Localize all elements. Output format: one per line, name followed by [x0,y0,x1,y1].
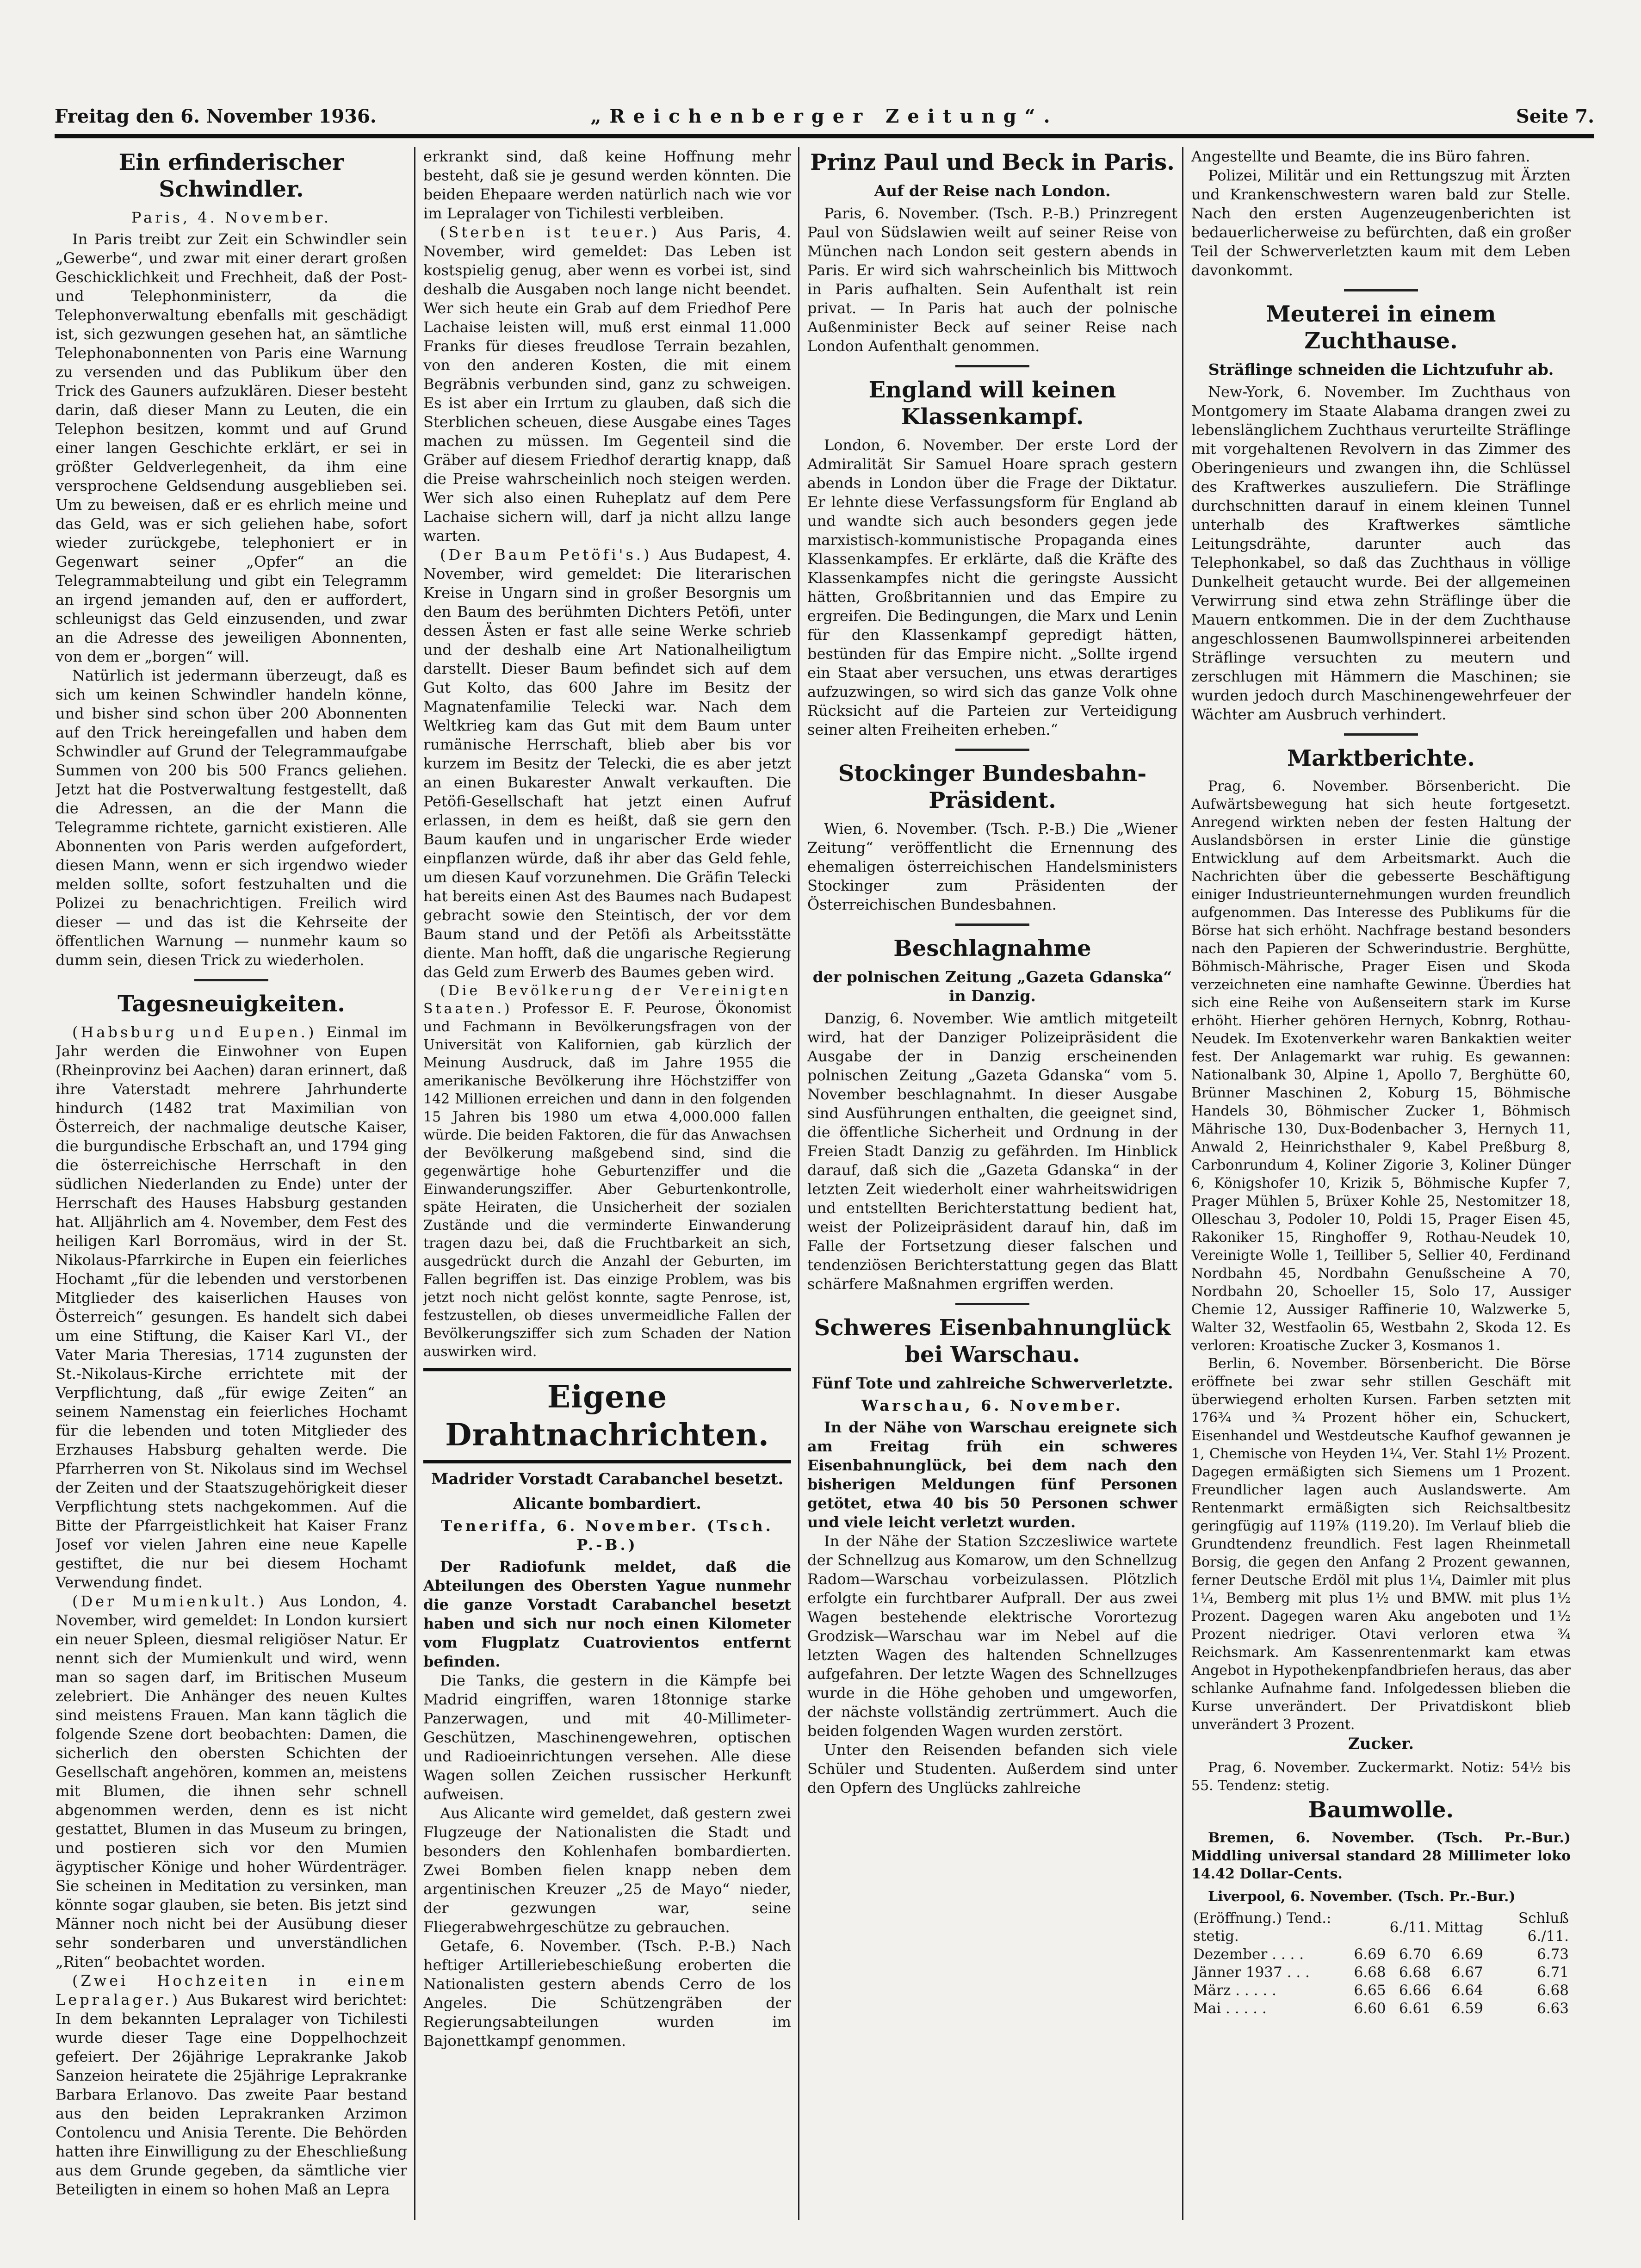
table-cell: 6.71 [1536,1964,1569,1981]
headline-zucker: Zucker. [1348,1735,1414,1753]
item-text: Aus Budapest, 4. November, wird gemeldet: Die literarischen Kreise in Ungarn sind in großer Besorgnis um den Baum des berühmten Dichters Petöfi, unter dessen Ästen er fast alle seine Werke schrieb und der deshalb eine Art Nationalheiligtum darstellt. Dieser Baum befindet sich auf dem Gut Kolto, das 600 Jahre im Besitz der Magnatenfamilie Telecki war. Nach dem Weltkrieg kam das Gut mit dem Baum unter rumänische Herrschaft, blieb aber bis vor kurzem im Besitz der Telecki, die es aber jetzt an einen Bukarester Anwalt verkauften. Die Petöfi-Gesellschaft hat jetzt einen Aufruf erlassen, in dem es heißt, daß sie gern den Baum kaufen und in ungarischer Erde wieder einpflanzen würde, daß ihr aber das Geld fehle, um diesen Kauf vorzunehmen. Die Gräfin Telecki hat bereits einen Ast des Baumes nach Budapest gebracht sowie den Steintisch, der vor dem Baum stand und der Petöfi als Arbeitsstätte diente. Man hofft, daß die ungarische Regierung das Geld zum Erwerb des Baumes geben wird. [423,546,791,981]
separator [955,365,1029,367]
table-cell: 6.69 [1354,1946,1386,1963]
table-cell: Mai . . . . . [1193,2000,1267,2017]
item-text: Aus Bukarest wird berichtet: In dem bekannten Lepralager von Tichilesti wurde dieser Tage eine Doppelhochzeit gefeiert. Der 26jährige Leprakranke Jakob Sanzeion heiratete die 25jährige Leprakranke Barbara Erlanovo. Das zweite Paar bestand aus den beiden Leprakranken Arzimon Contolencu und Anisia Terente. Die Behörden hatten ihre Einwilligung zu der Eheschließung aus dem Grunde gegeben, da sämtliche vier Beteiligten in einem so hohen Maß an Lepra [56,1991,407,2198]
article-paragraph [56,1592,407,1971]
table-cell: 6.63 [1536,2000,1569,2017]
subheadline: Fünf Tote und zahlreiche Schwerverletzte. [811,1374,1173,1392]
item-heading: (Der Baum Petöfi's.) [440,546,652,564]
headline-meuterei: Meuterei in einem Zuchthause. [1266,301,1496,354]
table-row [1191,1964,1571,1982]
table-header-cell: Mittag [1434,1919,1483,1936]
table-cell: 6.73 [1536,1946,1569,1963]
article-paragraph: New-York, 6. November. Im Zuchthaus von Montgomery im Staate Alabama drangen zwei zu lebenslänglichem Zuchthaus verurteilte Sträflinge mit vorgehaltenen Revolvern in das Zimmer des Oberingenieurs und zwangen ihn, die Schlüssel des Kraftwerkes auszuliefern. Die Sträflinge durchschnitten darauf in einem kleinen Tunnel unterhalb des Kraftwerkes sämtliche Leitungsdrähte, darunter auch das Telephonkabel, so daß das Zuchthaus in völlige Dunkelheit getaucht wurde. Bei der allgemeinen Verwirrung sind etwa zehn Sträflinge über die Mauern entkommen. Die in der dem Zuchthause angeschlossenen Baumwollspinnerei arbeitenden Sträflinge versuchten zu meutern und zerschlugen mit Hämmern die Maschinen; sie wurden jedoch durch Maschinengewehrfeuer der Wächter am Ausbruch verhindert. [1191,383,1571,723]
headline-schwindler: Ein erfinderischer Schwindler. [118,149,344,202]
cotton-price-table [1191,1909,1571,2018]
item-heading: (Sterben ist teuer.) [440,223,660,241]
table-cell: Dezember . . . . [1193,1946,1304,1963]
table-row [1191,2000,1571,2018]
dateline: Warschau, 6. November. [861,1397,1123,1414]
dateline: Paris, 4. November. [131,209,332,226]
table-row [1191,1946,1571,1964]
dateline: Teneriffa, 6. November. (Tsch. P.-B.) [441,1517,774,1554]
table-cell: 6.68 [1354,1964,1386,1981]
market-report: Berlin, 6. November. Börsenbericht. Die Börse eröffnete bei zwar sehr stillen Geschäft mit überwiegend erholten Kursen. Farben setzten mit 176¾ und ¾ Prozent höher ein, Schuckert, Eisenhandel und Westdeutsche Kaufhof gewannen je 1, Chemische von Heyden 1¼, Ver. Stahl 1½ Prozent. Dagegen ermäßigten sich Siemens um 1 Prozent. Freundlicher lagen auch Auslandswerte. Am Rentenmarkt ermäßigten sich Reichsaltbesitz geringfügig auf 119⅞ (119.20). Im Verlauf blieb die Grundtendenz freundlich. Fest lagen Rheinmetall Borsig, die gegen den Anfang 2 Prozent gewannen, ferner Deutsche Erdöl mit plus 1¼, Daimler mit plus 1¼, Bemberg mit plus 1½ und BMW. mit plus 1½ Prozent. Dagegen waren Aku angeboten und 1½ Prozent niedriger. Otavi verloren etwa ¾ Reichsmark. Am Kassenrentenmarkt kam etwas Angebot in Hypothekenpfandbriefen heraus, das aber schlanke Aufnahme fand. Infolgedessen blieben die Kurse unverändert. Der Privatdiskont blieb unverändert 3 Prozent. [1191,1356,1571,1733]
issue-date: Freitag den 6. November 1936. [55,105,377,127]
item-text: Aus Paris, 4. November, wird gemeldet: Das Leben ist kostspielig genug, aber wenn es vorbei ist, sind deshalb die Ausgaben noch lange nicht beendet. Wer sich heute ein Grab auf dem Friedhof Pere Lachaise leisten will, muß erst einmal 11.000 Franks für dieses freudlose Terrain bezahlen, von den anderen Kosten, die mit einem Begräbnis verbunden sind, ganz zu schweigen. Es ist aber ein Irrtum zu glauben, daß sich die Sterblichen scheuen, diese Ausgabe eines Tages machen zu müssen. Im Gegenteil sind die Gräber auf diesem Friedhof derartig knapp, daß die Preise wahrscheinlich noch steigen werden. Wer sich also einen Ruheplatz auf dem Pere Lachaise sichern will, darf ja nicht allzu lange warten. [423,223,791,545]
table-header-row [1191,1909,1571,1946]
subheadline: Alicante bombardiert. [513,1494,701,1512]
article-paragraph: In Paris treibt zur Zeit ein Schwindler sein „Gewerbe“, und zwar mit einer derart großen Geschicklichkeit und Frechheit, daß der Post- und Telephonministerr, da die Telephonverwaltung ebenfalls mit geschädigt ist, sich gezwungen gesehen hat, an sämtliche Telephonabonnenten von Paris eine Warnung zu versenden und das Publikum über den Trick des Gauners aufzuklären. Dieser besteht darin, daß dieser Mann zu Leuten, die ein Telephon besitzen, kommt und auf Grund einer langen Geschichte erklärt, er sei in größter Geldverlegenheit, da ihm eine versprochene Geldsendung ausgeblieben sei. Um zu beweisen, daß er es ehrlich meine und das Geld, was er sich geliehen habe, sofort wieder zurückgebe, telephoniert er in Gegenwart seiner „Opfer“ an die Telegrammabteilung und gibt ein Telegramm an irgend jemanden auf, den er auffordert, schleunigst das Geld einzusenden, und zwar an die Adresse des jeweiligen Abonnenten, von dem er „borgen“ will. [56,230,407,665]
column-4 [1191,147,1571,2220]
headline-prinz-paul: Prinz Paul und Beck in Paris. [810,149,1175,175]
market-report: Liverpool, 6. November. (Tsch. Pr.-Bur.) [1208,1889,1516,1905]
table-cell: 6.67 [1451,1964,1483,1981]
article-paragraph [56,1023,407,1592]
headline-madrid: Madrider Vorstadt Carabanchel besetzt. [431,1470,784,1488]
item-heading: (Habsburg und Eupen.) [72,1023,317,1041]
headline-warschau: Schweres Eisenbahnunglück bei Warschau. [814,1315,1171,1368]
article-paragraph: Natürlich ist jedermann überzeugt, daß es sich um keinen Schwindler handeln könne, und bisher sind schon über 200 Abonnenten auf den Trick hereingefallen und haben dem Schwindler auf Grund der Telegrammaufgabe Summen von 200 bis 500 Francs geliehen. Jetzt hat die Postverwaltung festgestellt, daß die Adressen, an die der Mann die Telegramme richtete, garnicht existieren. Alle Abonnenten von Paris werden aufgefordert, diesen Mann, wenn er sich irgendwo wieder melden sollte, sofort festzuhalten und die Polizei zu benachrichtigen. Freilich wird dieser — und das ist die Kehrseite der öffentlichen Warnung — nunmehr kaum so dumm sein, diesen Trick zu wiederholen. [56,667,407,969]
article-paragraph: Danzig, 6. November. Wie amtlich mitgeteilt wird, hat der Danziger Polizeipräsident die Ausgabe der in Danzig erscheinenden polnischen Zeitung „Gazeta Gdanska“ vom 5. November beschlagnahmt. In dieser Ausgabe sind Ausführungen enthalten, die geeignet sind, die öffentliche Sicherheit und Ordnung in der Freien Stadt Danzig zu gefährden. Im Hinblick darauf, daß sich die „Gazeta Gdanska“ in der letzten Zeit wiederholt einer wahrheitswidrigen und entstellten Berichterstattung bedient hat, weist der Polizeipräsident darauf hin, daß im Falle der Fortsetzung dieser falschen und tendenziösen Berichterstattung gegen das Blatt schärfere Maßnahmen ergriffen werden. [807,1010,1177,1293]
article-paragraph: Der Radiofunk meldet, daß die Abteilungen des Obersten Yague nunmehr die ganze Vorstadt Carabanchel besetzt haben und sich nur noch einen Kilometer vom Flugplatz Cuatrovientos entfernt befinden. [423,1558,791,1670]
table-cell: 6.65 [1354,1982,1386,1999]
masthead [55,105,1594,133]
table-cell: 6.59 [1451,2000,1483,2017]
item-heading: (Der Mumienkult.) [72,1593,267,1610]
market-report: Prag, 6. November. Zuckermarkt. Notiz: 54½ bis 55. Tendenz: stetig. [1191,1760,1571,1794]
table-cell: März . . . . . [1193,1982,1276,1999]
table-header-cell: (Eröffnung.) Tend.: stetig. [1193,1910,1331,1945]
column-1 [56,147,407,2220]
table-cell: 6.68 [1536,1982,1569,1999]
article-paragraph [423,545,791,982]
item-text: Einmal im Jahr werden die Einwohner von Eupen (Rheinprovinz bei Aachen) daran erinnert, daß ihre Vaterstadt mehrere Jahrhunderte hindurch (1482 trat Maximilian von Österreich, der nachmalige deutsche Kaiser, die burgundische Erbschaft an, und 1794 ging die österreichische Herrschaft in den südlichen Niederlanden zu Ende) unter der Herrschaft des Hauses Habsburg gestanden hat. Alljährlich am 4. November, dem Fest des heiligen Karl Borromäus, wird in der St. Nikolaus-Pfarrkirche in Eupen ein feierliches Hochamt „für die lebenden und verstorbenen Mitglieder des kaiserlichen Hauses von Österreich“ gesungen. Es handelt sich dabei um eine Stiftung, die Kaiser Karl VI., der Vater Maria Theresias, 1714 zugunsten der St.-Nikolaus-Kirche errichtete mit der Verpflichtung, daß „für ewige Zeiten“ an seinem Namenstag ein feierliches Hochamt für die lebenden und toten Mitglieder des Erzhauses Habsburg gehalten werde. Die Pfarrherren von St. Nikolaus sind im Wechsel der Zeiten und der Staatszugehörigkeit dieser Verpflichtung stets nachgekommen. Auf die Bitte der Pfarrgeistlichkeit hat Kaiser Franz Josef vor vielen Jahren eine neue Kapelle gestiftet, die nur bei diesem Hochamt Verwendung findet. [56,1023,407,1591]
subheadline: Sträflinge schneiden die Lichtzufuhr ab. [1208,360,1554,378]
column-rule [414,147,415,2220]
subheadline: Auf der Reise nach London. [874,182,1111,200]
headline-stockinger: Stockinger Bundesbahn-Präsident. [838,761,1147,813]
article-paragraph: Die Tanks, die gestern in die Kämpfe bei Madrid eingriffen, waren 18tonnige starke Panzerwagen, und mit 40-Millimeter-Geschützen, Maschinengewehren, optischen und Radioeinrichtungen versehen. Alle diese Wagen sollen Zeichen russischer Herkunft aufweisen. [423,1672,791,1803]
headline-tagesneuigkeiten: Tagesneuigkeiten. [118,991,345,1017]
page-number: Seite 7. [1516,105,1594,127]
separator [194,979,268,981]
separator [955,749,1029,751]
headline-baumwolle: Baumwolle. [1308,1797,1454,1823]
table-cell: 6.69 [1451,1946,1483,1963]
article-paragraph [423,223,791,545]
newspaper-title: „Reichenberger Zeitung“. [590,105,1059,127]
article-paragraph: Paris, 6. November. (Tsch. P.-B.) Prinzregent Paul von Südslawien weilt auf seiner Reise von München nach London seit gestern abends in Paris. Er wird sich wahrscheinlich bis Mittwoch in Paris aufhalten. Sein Aufenthalt ist rein privat. — In Paris hat auch der polnische Außenminister Beck auf seiner Reise nach London Aufenthalt genommen. [807,204,1177,355]
article-paragraph: Unter den Reisenden befanden sich viele Schüler und Studenten. Außerdem sind unter den Opfern des Unglücks zahlreiche [807,1741,1177,1797]
item-text: Aus London, 4. November, wird gemeldet: In London kursiert ein neuer Spleen, diesmal religiöser Natur. Er nennt sich der Mumienkult und wird, wenn man so sagen darf, im Britischen Museum zelebriert. Die Anhänger des neuen Kultes sind meistens Frauen. Man kann täglich die folgende Szene dort beobachten: Damen, die sicherlich den obersten Schichten der Gesellschaft angehören, kommen an, meistens mit Blumen, die ihnen sehr schnell abgenommen werden, denn es ist nicht gestattet, Blumen in das Museum zu bringen, und postieren sich vor den Mumien ägyptischer Könige und hoher Würdenträger. Sie scheinen in Meditation zu versinken, man könnte sogar glauben, sie beten. Bis jetzt sind Männer noch nicht bei der Ausübung dieser sehr sonderbaren und unverständlichen „Riten“ beobachtet worden. [56,1593,407,1971]
table-header-cell: 6./11. [1389,1919,1431,1936]
headline-marktberichte: Marktberichte. [1287,745,1475,771]
article-paragraph: In der Nähe von Warschau ereignete sich am Freitag früh ein schweres Eisenbahnunglück, bei dem nach den bisherigen Meldungen fünf Personen getötet, etwa 40 bis 50 Personen schwer und viele leicht verletzt wurden. [807,1419,1177,1531]
market-report: Bremen, 6. November. (Tsch. Pr.-Bur.) Middling universal standard 28 Millimeter loko 14.42 Dollar-Cents. [1191,1830,1571,1882]
column-2 [423,147,791,2220]
article-paragraph: Wien, 6. November. (Tsch. P.-B.) Die „Wiener Zeitung“ veröffentlicht die Ernennung des ehemaligen österreichischen Handelsministers Stockinger zum Präsidenten der Österreichischen Bundesbahnen. [807,820,1177,913]
table-cell: Jänner 1937 . . . [1193,1964,1310,1981]
separator [1344,733,1418,736]
table-cell: 6.70 [1399,1946,1431,1963]
separator [955,1303,1029,1305]
masthead-rule [55,134,1594,138]
article-paragraph: erkrankt sind, daß keine Hoffnung mehr besteht, daß sie je gesund werden könnten. Die beiden Ehepaare werden natürlich nach wie vor im Lepralager von Tichilesti verbleiben. [423,148,791,222]
table-cell: 6.60 [1354,2000,1386,2017]
table-header-cell: Schluß 6./11. [1518,1910,1569,1945]
article-paragraph: Aus Alicante wird gemeldet, daß gestern zwei Flugzeuge der Nationalisten die Stadt und besonders den Kohlenhafen bombardierten. Zwei Bomben fielen knapp neben dem argentinischen Kreuzer „25 de Mayo“ nieder, der gezwungen war, seine Fliegerabwehrgeschütze zu gebrauchen. [423,1804,791,1936]
article-paragraph: Polizei, Militär und ein Rettungszug mit Ärzten und Krankenschwestern waren bald zur Stelle. Nach den ersten Augenzeugenberichten ist bedauerlicherweise zu befürchten, daß ein großer Teil der Schwerverletzten kaum mit dem Leben davonkommt. [1191,167,1571,279]
table-cell: 6.66 [1399,1982,1431,1999]
item-heading: (Die Bevölkerung der Vereinigten Staaten.) [423,983,791,1017]
subheadline: der polnischen Zeitung „Gazeta Gdanska“ in Danzig. [812,968,1172,1005]
column-3 [807,147,1177,2220]
table-cell: 6.68 [1399,1964,1431,1981]
table-cell: 6.61 [1399,2000,1431,2017]
table-cell: 6.64 [1451,1982,1483,1999]
separator [955,923,1029,926]
column-rule [1182,147,1183,2220]
article-paragraph: Angestellte und Beamte, die ins Büro fahren. [1191,148,1530,165]
column-rule [798,147,799,2220]
item-text: Professor E. F. Peurose, Ökonomist und Fachmann in Bevölkerungsfragen von der Universität von Kalifornien, gab kürzlich der Meinung Ausdruck, daß im Jahre 1955 die amerikanische Bevölkerung ihre Höchstziffer von 142 Millionen erreichen und dann in den folgenden 15 Jahren bis 1980 um etwa 4,000.000 fallen würde. Die beiden Faktoren, die für das Anwachsen der Bevölkerung maßgebend sind, sind die gegenwärtige hohe Geburtenziffer und die Einwanderungsziffer. Aber Geburtenkontrolle, späte Heiraten, die Unsicherheit der sozialen Zustände und die verminderte Einwanderung tragen dazu bei, daß die Fruchtbarkeit an sich, ausgedrückt durch die Anzahl der Geburten, im Fallen begriffen ist. Das einzige Problem, was bis jetzt noch nicht gelöst konnte, sagte Penrose, ist, festzustellen, ob dieses unvermeidliche Fallen der Bevölkerungsziffer sich zum Schaden der Nation auswirken wird. [423,1001,791,1360]
article-paragraph [423,982,791,1361]
article-paragraph: Getafe, 6. November. (Tsch. P.-B.) Nach heftiger Artilleriebeschießung eroberten die Nationalisten gestern abends Cerro de los Angeles. Die Schützengräben der Regierungsabteilungen wurden im Bajonettkampf genommen. [423,1937,791,2050]
market-report: Prag, 6. November. Börsenbericht. Die Aufwärtsbewegung hat sich heute fortgesetzt. Anregend wirkten neben der festen Haltung der Auslandsbörsen in erster Linie die günstige Entwicklung auf dem Arbeitsmarkt. Auch die Nachrichten über die gebesserte Beschäftigung einiger Industrieunternehmungen wurden freundlich aufgenommen. Das Interesse des Publikums für die Börse hat sich erhöht. Nachfrage bestand besonders nach den Papieren der Schwerindustrie. Berghütte, Böhmisch-Mährische, Prager Eisen und Skoda verzeichneten eine namhafte Gewinne. Überdies hat sich eine Reihe von Außenseitern stark im Kurse erhöht. Hierher gehören Hernych, Kobnrg, Rothau-Neudek. Im Exotenverkehr waren Bankaktien weiter fest. Der Anlagemarkt war ruhig. Es gewannen: Nationalbank 30, Alpine 1, Apollo 7, Berghütte 60, Brünner Maschinen 2, Koburg 15, Böhmische Handels 30, Böhmischer Zucker 1, Böhmisch Mährische 130, Dux-Bodenbacher 3, Hernych 11, Anwald 2, Heinrichsthaler 9, Kabel Preßburg 8, Carbonrundum 4, Koliner Zigorie 3, Koliner Dünger 6, Königshofer 10, Krizik 5, Böhmische Kupfer 7, Prager Mühlen 5, Brüxer Kohle 25, Nestomitzer 18, Olleschau 3, Podoler 10, Poldi 15, Prager Eisen 45, Rakoniker 15, Ringhoffer 9, Rothau-Neudek 10, Vereinigte Wolle 1, Teilliber 5, Sellier 40, Ferdinand Nordbahn 45, Nordbahn Genußscheine A 70, Nordbahn 20, Schoeller 15, Solo 17, Aussiger Chemie 12, Aussiger Raffinerie 10, Walzwerke 5, Walter 32, Westfaolin 65, Westbahn 2, Skoda 12. Es verloren: Kroatische Zucker 3, Kosmanos 1. [1191,778,1571,1354]
article-paragraph: In der Nähe der Station Szczesliwice wartete der Schnellzug aus Komarow, um den Schnellzug Radom—Warschau vorbeizulassen. Plötzlich erfolgte ein furchtbarer Aufprall. Der aus zwei Wagen bestehende elektrische Vorortezug Grodzisk—Warschau war im Nebel auf die letzten Wagen des haltenden Schnellzuges aufgefahren. Der letzte Wagen des Schnellzuges wurde in die Höhe gehoben und umgeworfen, der nächste vollständig zertrümmert. Auch die beiden folgenden Wagen wurden zerstört. [807,1532,1177,1740]
headline-england: England will keinen Klassenkampf. [868,377,1116,430]
article-paragraph: London, 6. November. Der erste Lord der Admiralität Sir Samuel Hoare sprach gestern abends in London über die Frage der Diktatur. Er lehnte diese Verfassungsform für England ab und wandte sich auch besonders gegen jede marxistisch-kommunistische Propaganda eines Klassenkampfes. Er erklärte, daß die Kräfte des Klassenkampfes nicht die geringste Aussicht hätten, Großbritannien und das Empire zu ergreifen. Die Bedingungen, die Marx und Lenin für den Klassenkampf gepredigt hätten, bestünden für das Empire nicht. „Sollte irgend ein Staat aber versuchen, uns etwas derartiges aufzuzwingen, so wird sich das ganze Volk ohne Rücksicht auf die Parteien zur Verteidigung seiner alten Freiheiten erheben.“ [807,436,1177,738]
headline-beschlagnahme: Beschlagnahme [893,936,1091,961]
table-row [1191,1982,1571,2000]
table-header-cell [1352,1909,1388,1946]
separator [1344,289,1418,291]
article-paragraph [56,1971,407,2199]
item-heading: (Zwei Hochzeiten in einem Lepralager.) [56,1972,407,2008]
section-banner: Eigene Drahtnachrichten. [423,1368,791,1463]
